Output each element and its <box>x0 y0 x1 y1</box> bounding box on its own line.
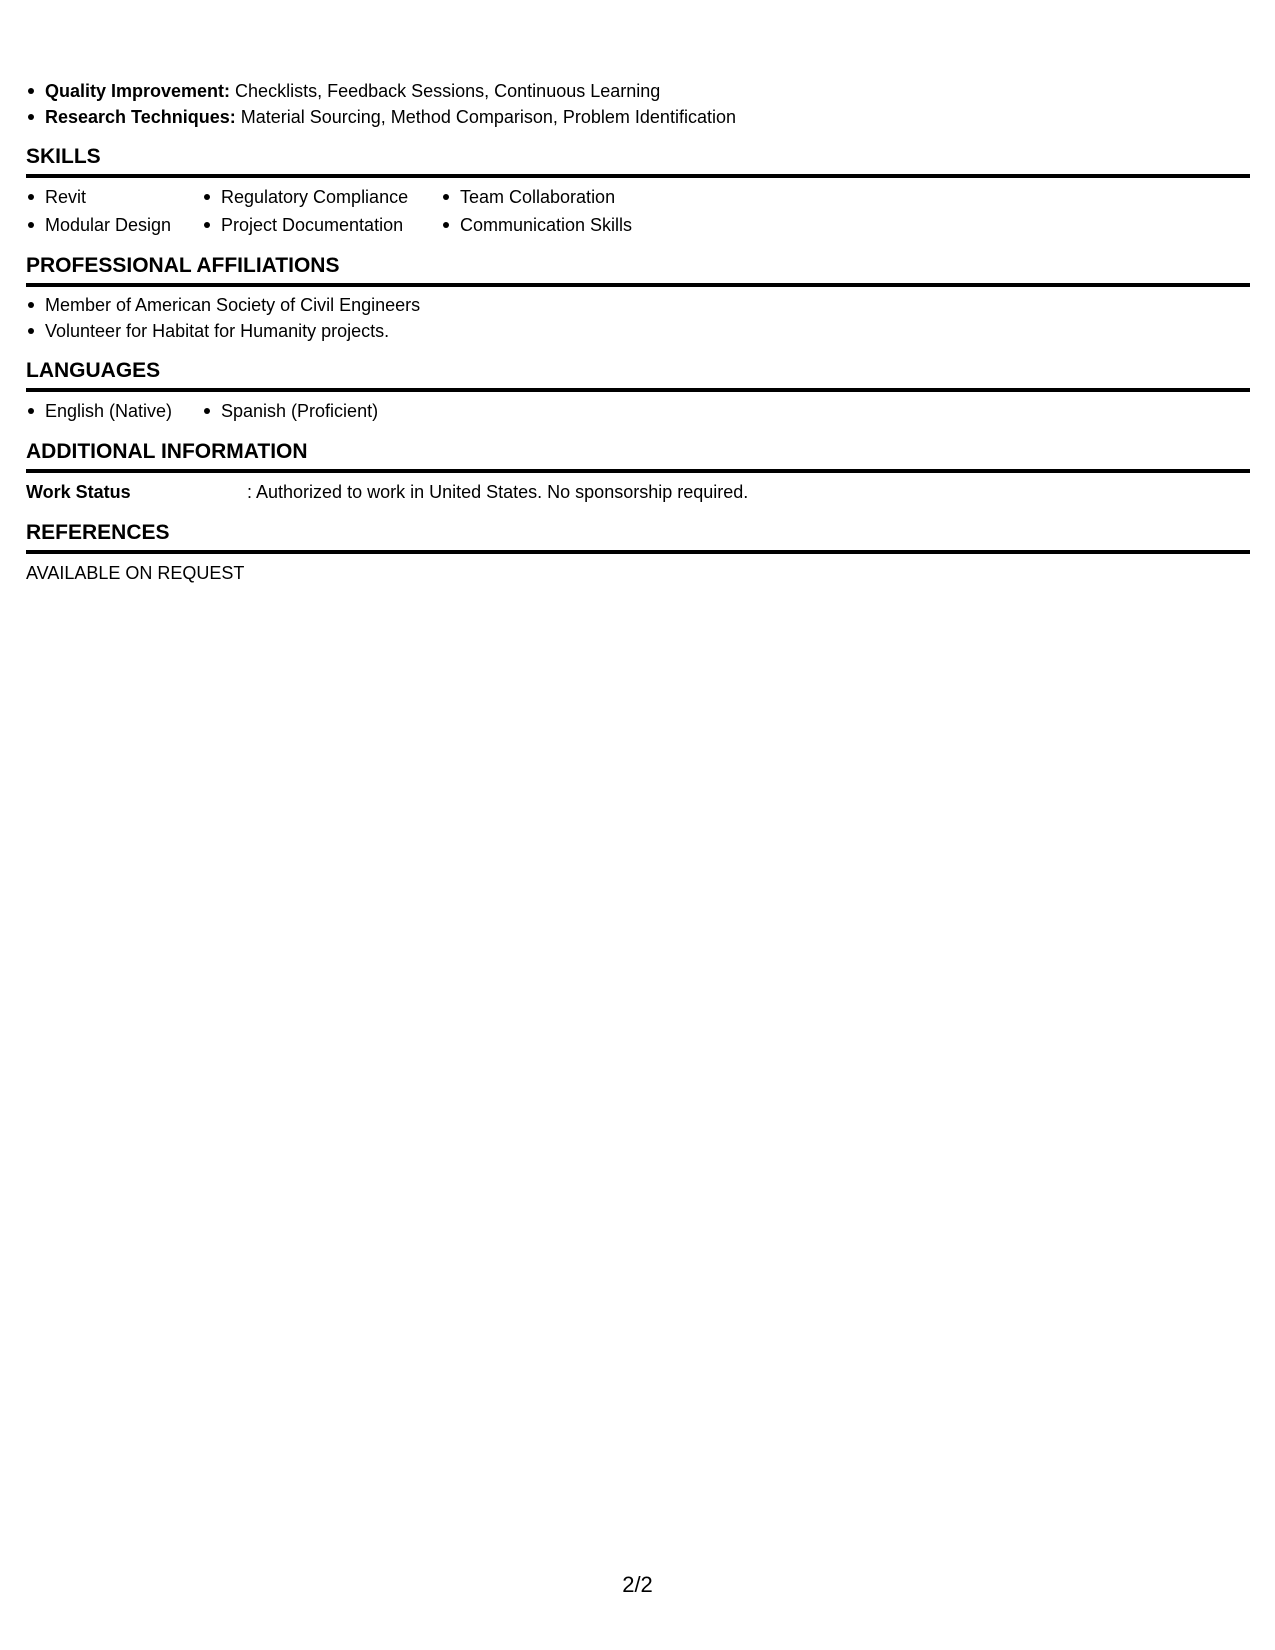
list-item <box>26 78 1250 104</box>
list-item: Revit <box>26 183 202 211</box>
section-title-languages: LANGUAGES <box>26 357 1250 392</box>
affiliations-section <box>26 252 1250 344</box>
additional-section <box>26 438 1250 506</box>
section-title-affiliations: PROFESSIONAL AFFILIATIONS <box>26 252 1250 287</box>
page-number: 2/2 <box>622 1572 653 1597</box>
affiliations-list <box>26 292 1250 344</box>
languages-column-2 <box>202 397 378 425</box>
list-item: Member of American Society of Civil Engineers <box>26 292 1250 318</box>
list-item: Communication Skills <box>441 211 701 239</box>
languages-section <box>26 357 1250 425</box>
list-item: Team Collaboration <box>441 183 701 211</box>
languages-row <box>26 397 1250 425</box>
item-label: Quality Improvement: <box>45 81 231 101</box>
section-title-skills: SKILLS <box>26 143 1250 178</box>
section-title-additional: ADDITIONAL INFORMATION <box>26 438 1250 473</box>
item-text: Material Sourcing, Method Comparison, Problem Identification <box>235 107 736 127</box>
work-status-value: : Authorized to work in United States. No sponsorship required. <box>247 482 749 502</box>
references-text: AVAILABLE ON REQUEST <box>26 563 245 583</box>
skills-column-1 <box>26 183 202 239</box>
list-item: Spanish (Proficient) <box>202 397 378 425</box>
languages-column-1 <box>26 397 202 425</box>
resume-page <box>26 78 1250 587</box>
list-item: English (Native) <box>26 397 202 425</box>
skills-section <box>26 143 1250 239</box>
item-text: Checklists, Feedback Sessions, Continuous Learning <box>230 81 661 101</box>
list-item: Volunteer for Habitat for Humanity projects. <box>26 318 1250 344</box>
top-skill-list <box>26 78 1250 130</box>
skills-columns <box>26 183 1250 239</box>
skills-column-2 <box>202 183 441 239</box>
skills-column-3 <box>441 183 701 239</box>
work-status-label: Work Status <box>26 482 131 502</box>
item-label: Research Techniques: <box>45 107 236 127</box>
work-status-row <box>26 478 1250 506</box>
list-item: Modular Design <box>26 211 202 239</box>
section-title-references: REFERENCES <box>26 519 1250 554</box>
list-item: Project Documentation <box>202 211 441 239</box>
list-item: Regulatory Compliance <box>202 183 441 211</box>
list-item <box>26 104 1250 130</box>
references-section <box>26 519 1250 587</box>
